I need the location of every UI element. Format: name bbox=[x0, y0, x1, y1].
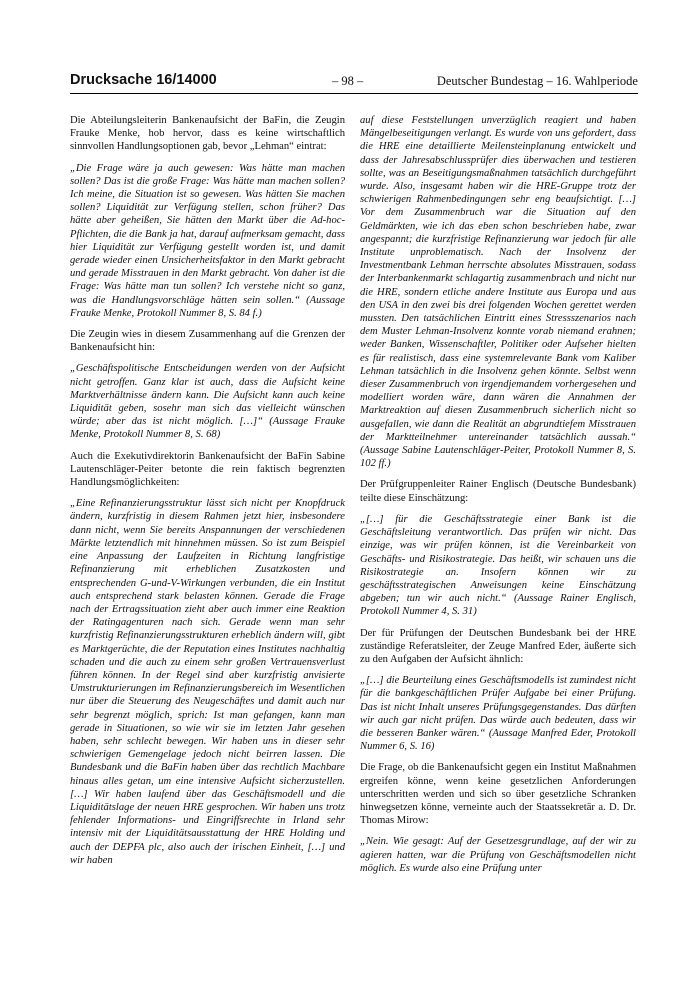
page-header bbox=[70, 72, 638, 94]
right-column bbox=[360, 114, 636, 883]
document-number: 14000 bbox=[176, 72, 217, 88]
quote-paragraph: auf diese Feststellungen unverzüglich reagiert und haben Mängelbeseitigungen verlangt. Es wurde von uns gefordert, dass die HRE eine detaillierte Meilensteinplanung entwickelt und dass der Jahresabschlussprüfer dies überwachen und testieren sollte, was an Beseitigungsmaßnahmen tatsächlich durchgeführt wurde. Also, insgesamt haben wir die HRE-Gruppe trotz der schwierigen Rahmenbedingungen sehr eng beaufsichtigt. […] Vor dem Zusammenbruch war die Situation auf den Geldmärkten, wie ich das eben schon beschrieben habe, zwar angespannt; die kurzfristige Refinanzierung war jedoch für alle Institute unproblematisch. Nach der Insolvenz der Investmentbank Lehman herrschte absolutes Misstrauen, sodass der Interbankenmarkt schlagartig zusammenbrach und nicht nur die HRE, sondern etliche andere Institute aus Europa und aus den USA in den zwei bis drei folgenden Wochen gerettet werden mussten. Den tatsächlichen Eintritt eines Stressszenarios nach dem Muster Lehman-Insolvenz konnte vorab niemand erahnen; weder Banken, Wissenschaftler, Politiker oder Aufseher hielten es für realistisch, dass eine systemrelevante Bank vom Kaliber Lehman tatsächlich in die Insolvenz gehen könnte. Selbst wenn dieser Zusammenbruch von irgendjemandem vorhergesehen und modelliert worden wäre, dann wären die Annahmen der Marktreaktion auf diesen Zusammenbruch sicherlich nicht so ausgefallen, wie dann die Realität an abgrundtiefem Misstrauen der Marktteilnehmer untereinander tatsächlich aussah.“ (Aussage Sabine Lautenschläger-Peiter, Protokoll Nummer 8, S. 102 ff.) bbox=[360, 115, 636, 470]
paragraph: Die Abteilungsleiterin Bankenaufsicht der BaFin, die Zeugin Frauke Menke, hob hervor, dass es keine wirtschaftlich sinnvollen Handlungsoptionen gab, bevor „Lehman“ eintrat: bbox=[70, 115, 345, 153]
paragraph: Die Frage, ob die Bankenaufsicht gegen ein Institut Maßnahmen ergreifen könne, wenn keine gesetzlichen Anforderungen unterschritten werden und sich so über gesetzliche Schranken hinwegsetzen könne, verneinte auch der Staatssekretär a. D. Dr. Thomas Mirow: bbox=[360, 762, 636, 827]
paragraph: Der für Prüfungen der Deutschen Bundesbank bei der HRE zuständige Referatsleiter, der Zeuge Manfred Eder, äußerte sich zu den Aufgaben der Aufsicht ähnlich: bbox=[360, 627, 636, 665]
paragraph: Auch die Exekutivdirektorin Bankenaufsicht der BaFin Sabine Lautenschläger-Peiter betonte die rein faktisch begrenzten Handlungsmöglichkeiten: bbox=[70, 450, 345, 489]
publisher: Deutscher Bundestag – 16. Wahlperiode bbox=[436, 74, 638, 88]
quote-paragraph: „[…] für die Geschäftsstrategie einer Bank ist die Geschäftsleitung verantwortlich. Das prüfen wir nicht. Das einzige, was wir prüfen können, ist die Vereinbarkeit von Geschäfts- und Risikostrategie. Das heißt, wir schauen uns die Risikostrategie an. Insofern können wir zu geschäftsstrategischen Anweisungen keine Einschätzung abgeben; tun wir auch nicht.“ (Aussage Rainer Englisch, Protokoll Nummer 4, S. 31) bbox=[360, 513, 636, 618]
paragraph: Die Zeugin wies in diesem Zusammenhang auf die Grenzen der Bankenaufsicht hin: bbox=[70, 329, 345, 354]
document-label: Drucksache 16/ bbox=[70, 72, 177, 88]
paragraph: Der Prüfgruppenleiter Rainer Englisch (Deutsche Bundesbank) teilte diese Einschätzung: bbox=[360, 479, 636, 504]
quote-paragraph: „Die Frage wäre ja auch gewesen: Was hätte man machen sollen? Das ist die große Frage: Was hätte man machen sollen? Ich meine, die Situation ist so gewesen. Was hätten Sie machen sollen? Liquidität zur Verfügung stellen, schon früher? Das hätte aber geheißen, Sie hätten den Markt über die Ad-hoc-Pflichten, die die Bank ja hat, darauf aufmerksam gemacht, dass hier Liquidität zur Verfügung gestellt worden ist, und damit gerade wieder einen Unsicherheitsfaktor in den Markt gebracht und gerade Misstrauen in den Markt gebracht. Von daher ist die Frage: Was hätte man tun sollen? Ich verstehe nicht so ganz, was die Handlungsvorschläge hätten sein sollen.“ (Aussage Frauke Menke, Protokoll Nummer 8, S. 84 f.) bbox=[70, 162, 345, 319]
document-id bbox=[70, 72, 217, 88]
page-number: – 98 – bbox=[332, 74, 364, 88]
quote-paragraph: „Nein. Wie gesagt: Auf der Gesetzesgrundlage, auf der wir zu agieren hatten, war die Prüfung von Geschäftsmodellen nicht möglich. Es wurde also eine Prüfung unter bbox=[360, 836, 636, 874]
left-column bbox=[70, 114, 345, 875]
quote-paragraph: „Geschäftspolitische Entscheidungen werden von der Aufsicht nicht getroffen. Ganz klar ist auch, dass die Aufsicht keine Marktverhältnisse ändern kann. Die Aufsicht kann auch keine Liquidität geben, sosehr man sich das vielleicht wünschen würde; aber das ist nicht möglich. […]“ (Aussage Frauke Menke, Protokoll Nummer 8, S. 68) bbox=[70, 363, 345, 441]
header-rule bbox=[70, 93, 638, 94]
quote-paragraph: „Eine Refinanzierungsstruktur lässt sich nicht per Knopfdruck ändern, kurzfristig in diesem Rahmen jetzt hier, insbesondere dann nicht, wenn Sie bereits Anspannungen der verschiedenen Märkte letztendlich mit hinnehmen müssen. So ist zum Beispiel eine Anpassung der Laufzeiten in Richtung langfristige Refinanzierung mit erheblichen Zusatzkosten und entsprechenden G-und-V-Wirkungen verbunden, die ein Institut auch entsprechend stark belasten können. Gerade die Frage nach der Ertragssituation zieht aber auch immer eine Reaktion der Ratingagenturen nach sich. Gerade wenn man sehr kurzfristig Refinanzierungsstrukturen erheblich ändern will, gibt es Marktgerüchte, die der Reputation eines Institutes nachhaltig schaden und die auch zu einem sehr großen Vertrauensverlust führen können. In der Regel sind aber kurzfristig anvisierte Umstrukturierungen im Refinanzierungsbereich im Wesentlichen nur über die Steuerung des Neugeschäftes und damit auch nur sehr begrenzt möglich, sprich: Ist man gefangen, kann man gerade in Situationen, so wie wir sie im letzten Jahr gesehen haben, sehr schlecht bewegen. Wir haben uns in dieser sehr schwierigen Gemengelage jedoch nicht beirren lassen. Die Bundesbank und die BaFin haben über das rechtlich Machbare hinaus alles getan, um eine intensive Aufsicht sicherzustellen. […] Wir haben laufend über das Geschäftsmodell und die Liquiditätslage der neuen HRE gesprochen. Wir haben uns trotz fehlender Informations- und Eingriffsrechte in Irland sehr intensiv mit der Liquiditätsausstattung der HRE Holding und auch der DEPFA plc, also auch der irischen Einheit, […] und wir haben bbox=[70, 498, 345, 866]
quote-paragraph: „[…] die Beurteilung eines Geschäftsmodells ist zumindest nicht für die bankgeschäftlichen Prüfer Aufgabe bei einer Prüfung. Das ist nicht Inhalt unseres Prüfungsgegenstandes. Das dürften wir auch gar nicht prüfen. Das würde auch bedeuten, dass wir die besseren Banker wären.“ (Aussage Manfred Eder, Protokoll Nummer 6, S. 16) bbox=[360, 675, 636, 753]
